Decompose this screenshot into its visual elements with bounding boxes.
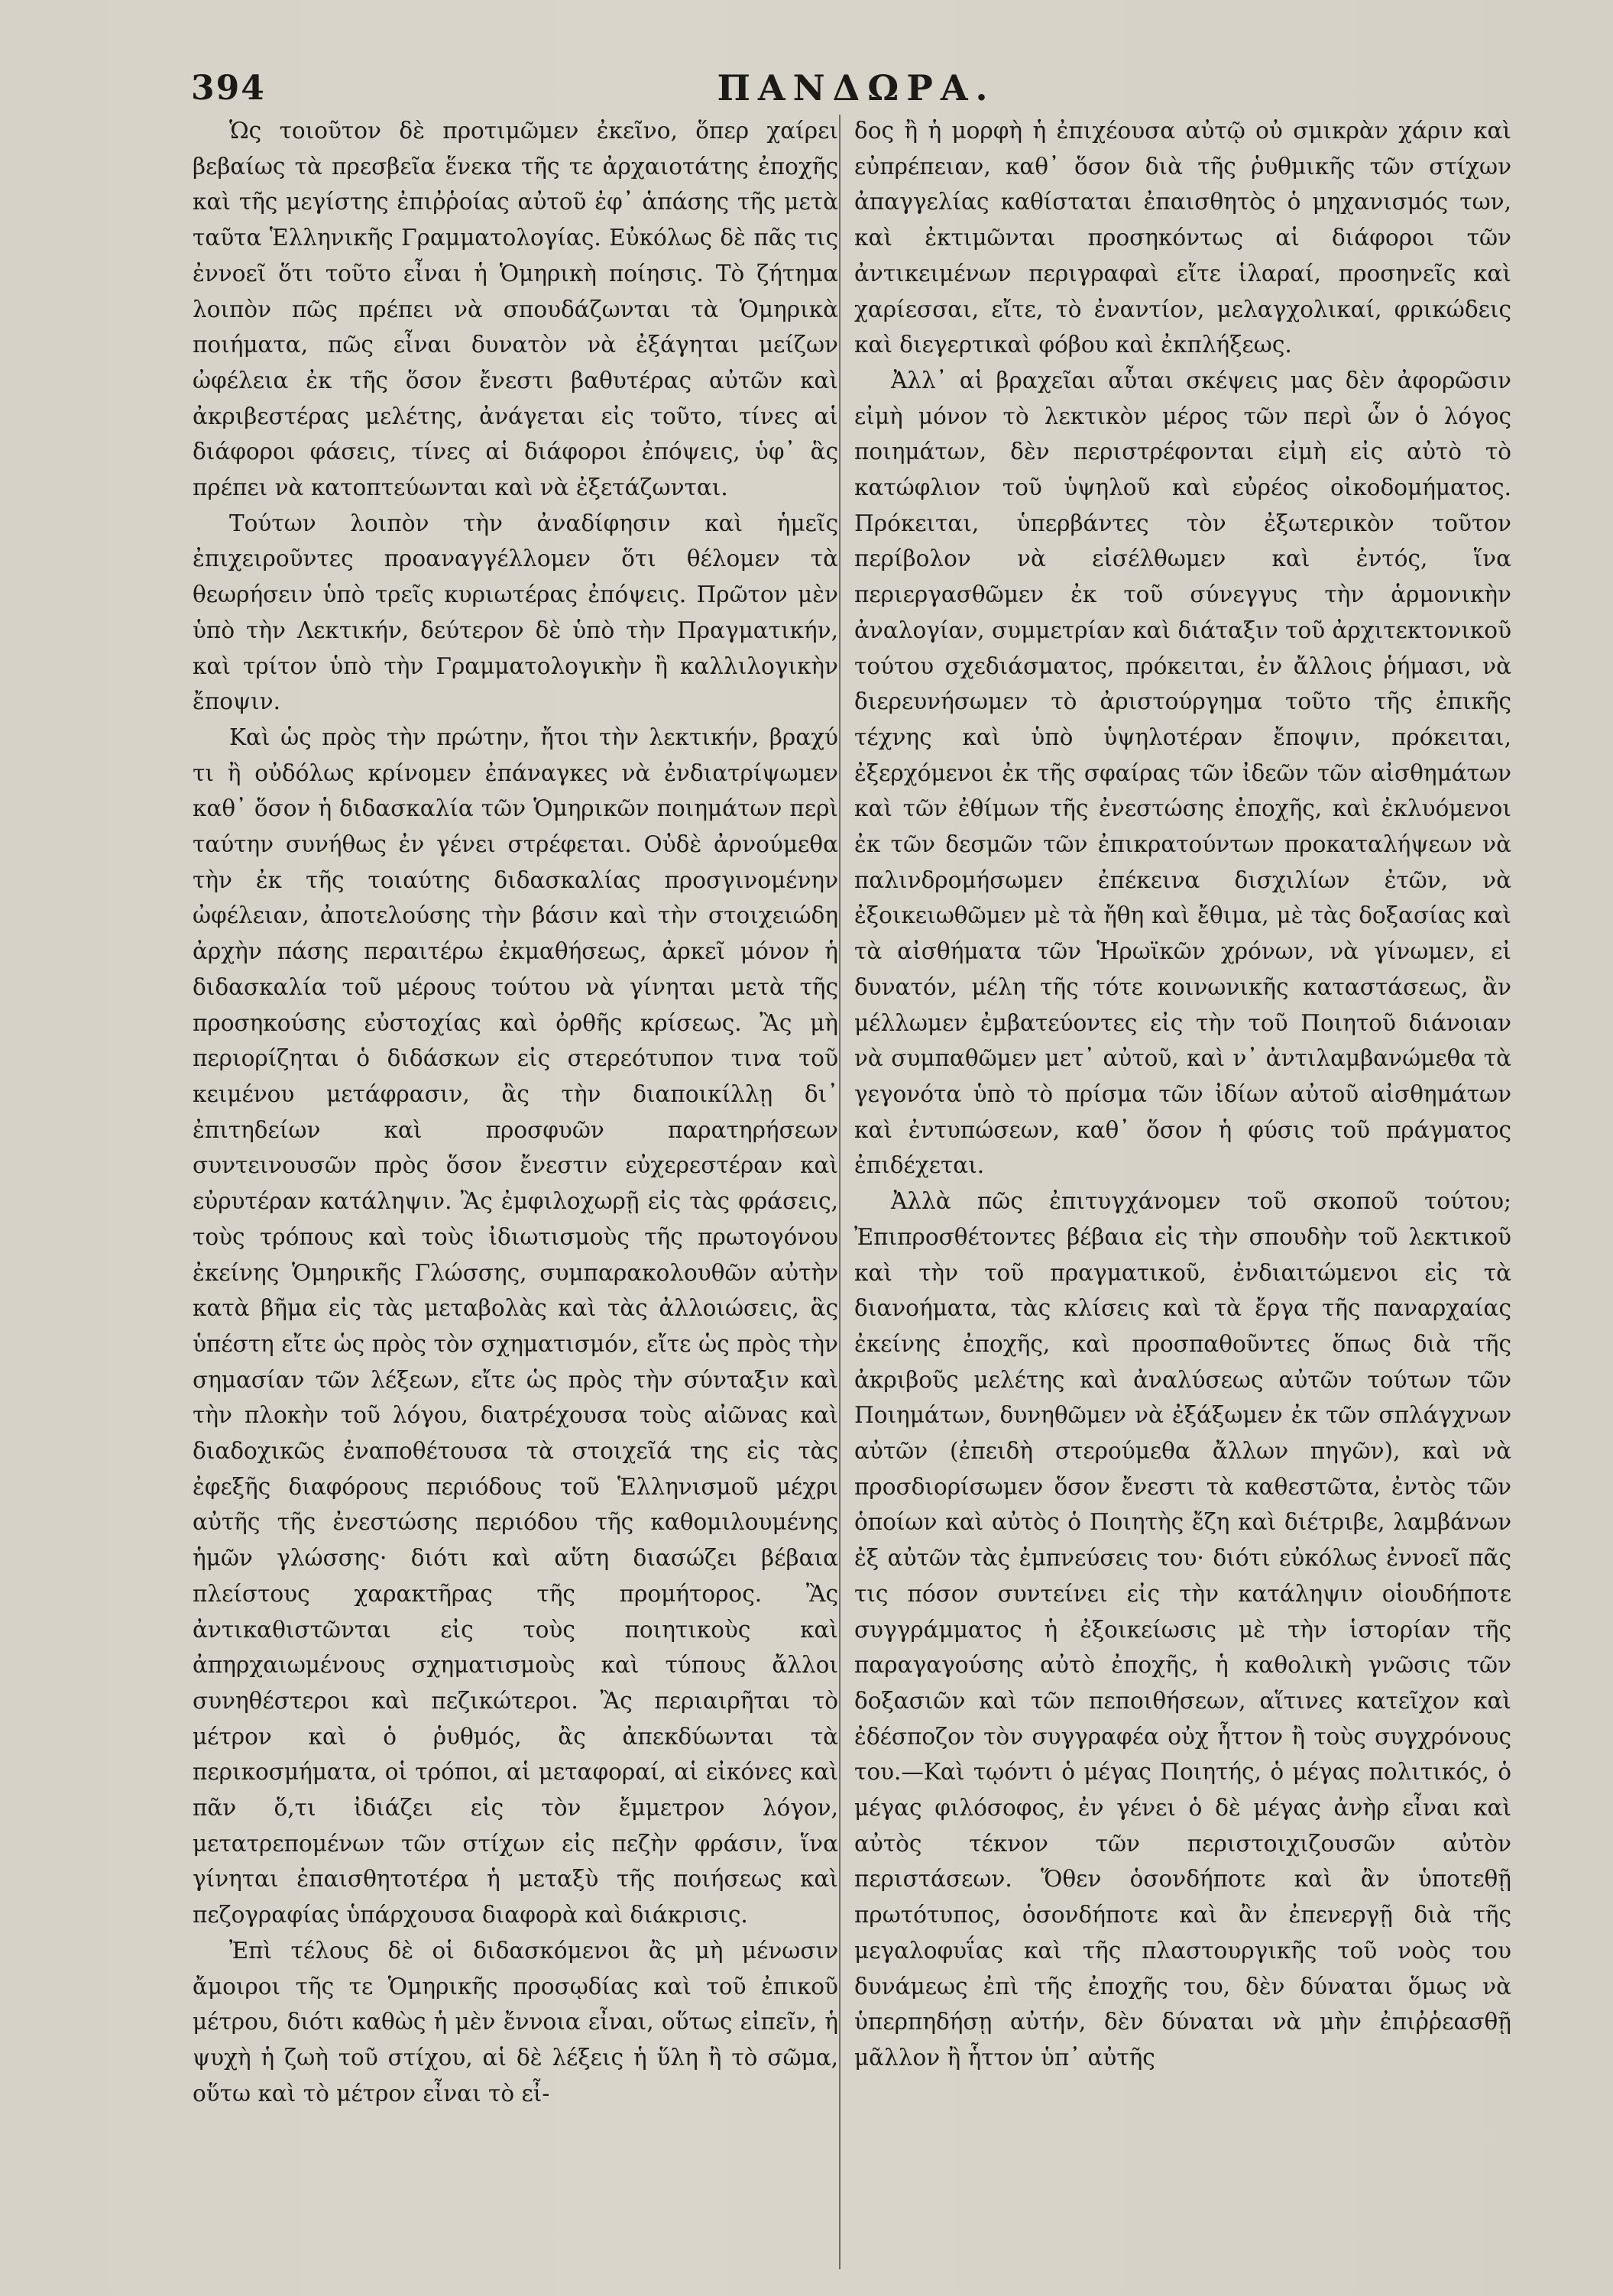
paragraph: Καὶ ὡς πρὸς τὴν πρώτην, ἤτοι τὴν λεκτικήν, βραχύ τι ἢ οὐδόλως κρίνομεν ἐπάναγκες νὰ ἐνδιατρίψωμεν καθ᾽ ὅσον ἡ διδασκαλία τῶν Ὁμηρικῶν ποιημάτων περὶ ταύτην συνήθως ἐν γένει στρέφεται. Οὐδὲ ἀρνούμεθα τὴν ἐκ τῆς τοιαύτης διδασκαλίας προσγινομένην ὠφέλειαν, ἀποτελούσης τὴν βάσιν καὶ τὴν στοιχειώδη ἀρχὴν πάσης περαιτέρω ἐκμαθήσεως, ἀρκεῖ μόνον ἡ διδασκαλία τοῦ μέρους τούτου νὰ γίνηται μετὰ τῆς προσηκούσης εὐστοχίας καὶ ὀρθῆς κρίσεως. Ἂς μὴ περιορίζηται ὁ διδάσκων εἰς στερεότυπον τινα τοῦ κειμένου μετάφρασιν, ἂς τὴν διαποικίλλῃ δι᾽ ἐπιτηδείων καὶ προσφυῶν παρατηρήσεων συντεινουσῶν πρὸς ὅσον ἔνεστιν εὐχερεστέραν καὶ εὐρυτέραν κατάληψιν. Ἂς ἐμφιλοχωρῇ εἰς τὰς φράσεις, τοὺς τρόπους καὶ τοὺς ἰδιωτισμοὺς τῆς πρωτογόνου ἐκείνης Ὁμηρικῆς Γλώσσης, συμπαρακολουθῶν αὐτὴν κατὰ βῆμα εἰς τὰς μεταβολὰς καὶ τὰς ἀλλοιώσεις, ἃς ὑπέστη εἴτε ὡς πρὸς τὸν σχηματισμόν, εἴτε ὡς πρὸς τὴν σημασίαν τῶν λέξεων, εἴτε ὡς πρὸς τὴν σύνταξιν καὶ τὴν πλοκὴν τοῦ λόγου, διατρέχουσα τοὺς αἰῶνας καὶ διαδοχικῶς ἐναποθέτουσα τὰ στοιχεῖά της εἰς τὰς ἐφεξῆς διαφόρους περιόδους τοῦ Ἑλληνισμοῦ μέχρι αὐτῆς τῆς ἐνεστώσης περιόδου τῆς καθομιλουμένης ἡμῶν γλώσσης· διότι καὶ αὕτη διασώζει βέβαια πλείστους χαρακτῆρας τῆς προμήτορος. Ἂς ἀντικαθιστῶνται εἰς τοὺς ποιητικοὺς καὶ ἀπηρχαιωμένους σχηματισμοὺς καὶ τύπους ἄλλοι συνηθέστεροι καὶ πεζικώτεροι. Ἂς περιαιρῆται τὸ μέτρον καὶ ὁ ῥυθμός, ἂς ἀπεκδύωνται τὰ περικοσμήματα, οἱ τρόποι, αἱ μεταφοραί, αἱ εἰκόνες καὶ πᾶν ὅ,τι ἰδιάζει εἰς τὸν ἔμμετρον λόγον, μετατρεπομένων τῶν στίχων εἰς πεζὴν φράσιν, ἵνα γίνηται ἐπαισθητοτέρα ἡ μεταξὺ τῆς ποιήσεως καὶ πεζογραφίας ὑπάρχουσα διαφορὰ καὶ διάκρισις. bbox=[193, 724, 838, 1928]
paragraph: Ὡς τοιοῦτον δὲ προτιμῶμεν ἐκεῖνο, ὅπερ χαίρει βεβαίως τὰ πρεσβεῖα ἕνεκα τῆς τε ἀρχαιοτάτης ἐποχῆς καὶ τῆς μεγίστης ἐπιῤῥοίας αὐτοῦ ἐφ᾽ ἁπάσης τῆς μετὰ ταῦτα Ἑλληνικῆς Γραμματολογίας. Εὐκόλως δὲ πᾶς τις ἐννοεῖ ὅτι τοῦτο εἶναι ἡ Ὁμηρικὴ ποίησις. Τὸ ζήτημα λοιπὸν πῶς πρέπει νὰ σπουδάζωνται τὰ Ὁμηρικὰ ποιήματα, πῶς εἶναι δυνατὸν νὰ ἐξάγηται μείζων ὠφέλεια ἐκ τῆς ὅσον ἔνεστι βαθυτέρας αὐτῶν καὶ ἀκριβεστέρας μελέτης, ἀνάγεται εἰς τοῦτο, τίνες αἱ διάφοροι φάσεις, τίνες αἱ διάφοροι ἐπόψεις, ὑφ᾽ ἃς πρέπει νὰ κατοπτεύωνται καὶ νὰ ἐξετάζωνται. bbox=[193, 118, 838, 501]
column-divider bbox=[839, 115, 841, 2269]
page-number: 394 bbox=[191, 69, 266, 108]
paragraph: Ἀλλ᾽ αἱ βραχεῖαι αὗται σκέψεις μας δὲν ἀφορῶσιν εἰμὴ μόνον τὸ λεκτικὸν μέρος τῶν περὶ ὧν ὁ λόγος ποιημάτων, δὲν περιστρέφονται εἰμὴ εἰς αὐτὸ τὸ κατώφλιον τοῦ ὑψηλοῦ καὶ εὐρέος οἰκοδομήματος. Πρόκειται, ὑπερβάντες τὸν ἐξωτερικὸν τοῦτον περίβολον νὰ εἰσέλθωμεν καὶ ἐντός, ἵνα περιεργασθῶμεν ἐκ τοῦ σύνεγγυς τὴν ἁρμονικὴν ἀναλογίαν, συμμετρίαν καὶ διάταξιν τοῦ ἀρχιτεκτονικοῦ τούτου σχεδιάσματος, πρόκειται, ἐν ἄλλοις ῥήμασι, νὰ διερευνήσωμεν τὸ ἀριστούργημα τοῦτο τῆς ἐπικῆς τέχνης καὶ ὑπὸ ὑψηλοτέραν ἔποψιν, πρόκειται, ἐξερχόμενοι ἐκ τῆς σφαίρας τῶν ἰδεῶν τῶν αἰσθημάτων καὶ τῶν ἐθίμων τῆς ἐνεστώσης ἐποχῆς, καὶ ἐκλυόμενοι ἐκ τῶν δεσμῶν τῶν ἐπικρατούντων προκαταλήψεων νὰ παλινδρομήσωμεν ἐπέκεινα δισχιλίων ἐτῶν, νὰ ἐξοικειωθῶμεν μὲ τὰ ἤθη καὶ ἔθιμα, μὲ τὰς δοξασίας καὶ τὰ αἰσθήματα τῶν Ἡρωϊκῶν χρόνων, νὰ γίνωμεν, εἰ δυνατόν, μέλη τῆς τότε κοινωνικῆς καταστάσεως, ἂν μέλλωμεν ἐμβατεύοντες εἰς τὴν τοῦ Ποιητοῦ διάνοιαν νὰ συμπαθῶμεν μετ᾽ αὐτοῦ, καὶ ν᾽ ἀντιλαμβανώμεθα τὰ γεγονότα ὑπὸ τὸ πρίσμα τῶν ἰδίων αὐτοῦ αἰσθημάτων καὶ ἐντυπώσεων, καθ᾽ ὅσον ἡ φύσις τοῦ πράγματος ἐπιδέχεται. bbox=[854, 367, 1511, 1179]
paragraph: δος ἢ ἡ μορφὴ ἡ ἐπιχέουσα αὐτῷ οὐ σμικρὰν χάριν καὶ εὐπρέπειαν, καθ᾽ ὅσον διὰ τῆς ῥυθμικῆς τῶν στίχων ἀπαγγελίας καθίσταται ἐπαισθητὸς ὁ μηχανισμός των, καὶ ἐκτιμῶνται προσηκόντως αἱ διάφοροι τῶν ἀντικειμένων περιγραφαὶ εἴτε ἱλαραί, προσηνεῖς καὶ χαρίεσσαι, εἴτε, τὸ ἐναντίον, μελαγχολικαί, φρικώδεις καὶ διεγερτικαὶ φόβου καὶ ἐκπλήξεως. bbox=[854, 118, 1511, 358]
running-title: ΠΑΝΔΩΡΑ. bbox=[717, 67, 996, 108]
paragraph: Ἀλλὰ πῶς ἐπιτυγχάνομεν τοῦ σκοποῦ τούτου; Ἐπιπροσθέτοντες βέβαια εἰς τὴν σπουδὴν τοῦ λεκτικοῦ καὶ τὴν τοῦ πραγματικοῦ, ἐνδιαιτώμενοι εἰς τὰ διανοήματα, τὰς κλίσεις καὶ τὰ ἔργα τῆς παναρχαίας ἐκείνης ἐποχῆς, καὶ προσπαθοῦντες ὅπως διὰ τῆς ἀκριβοῦς μελέτης καὶ ἀναλύσεως αὐτῶν τούτων τῶν Ποιημάτων, δυνηθῶμεν νὰ ἐξάξωμεν ἐκ τῶν σπλάγχνων αὐτῶν (ἐπειδὴ στερούμεθα ἄλλων πηγῶν), καὶ νὰ προσδιορίσωμεν ὅσον ἔνεστι τὰ καθεστῶτα, ἐντὸς τῶν ὁποίων καὶ αὐτὸς ὁ Ποιητὴς ἔζη καὶ διέτριβε, λαμβάνων ἐξ αὐτῶν τὰς ἐμπνεύσεις του· διότι εὐκόλως ἐννοεῖ πᾶς τις πόσον συντείνει εἰς τὴν κατάληψιν οἱουδήποτε συγγράμματος ἡ ἐξοικείωσις μὲ τὴν ἱστορίαν τῆς παραγαγούσης αὐτὸ ἐποχῆς, ἡ καθολικὴ γνῶσις τῶν δοξασιῶν καὶ τῶν πεποιθήσεων, αἵτινες κατεῖχον καὶ ἐδέσποζον τὸν συγγραφέα οὐχ ἧττον ἢ τοὺς συγχρόνους του.—Καὶ τῳόντι ὁ μέγας Ποιητής, ὁ μέγας πολιτικός, ὁ μέγας φιλόσοφος, ἐν γένει ὁ δὲ μέγας ἀνὴρ εἶναι καὶ αὐτὸς τέκνον τῶν περιστοιχιζουσῶν αὐτὸν περιστάσεων. Ὅθεν ὁσονδήποτε καὶ ἂν ὑποτεθῇ πρωτότυπος, ὁσονδήποτε καὶ ἂν ἐπενεργῇ διὰ τῆς μεγαλοφυΐας καὶ τῆς πλαστουργικῆς τοῦ νοὸς του δυνάμεως ἐπὶ τῆς ἐποχῆς του, δὲν δύναται ὅμως νὰ ὑπερπηδήσῃ αὐτήν, δὲν δύναται νὰ μὴν ἐπιῤῥεασθῇ μᾶλλον ἢ ἧττον ὑπ᾽ αὐτῆς bbox=[854, 1188, 1511, 2071]
paragraph: Τούτων λοιπὸν τὴν ἀναδίφησιν καὶ ἡμεῖς ἐπιχειροῦντες προαναγγέλλομεν ὅτι θέλομεν τὰ θεωρήσειν ὑπὸ τρεῖς κυριωτέρας ἐπόψεις. Πρῶτον μὲν ὑπὸ τὴν Λεκτικήν, δεύτερον δὲ ὑπὸ τὴν Πραγματικήν, καὶ τρίτον ὑπὸ τὴν Γραμματολογικὴν ἢ καλλιλογικὴν ἔποψιν. bbox=[193, 510, 838, 715]
paragraph: Ἐπὶ τέλους δὲ οἱ διδασκόμενοι ἂς μὴ μένωσιν ἄμοιροι τῆς τε Ὁμηρικῆς προσῳδίας καὶ τοῦ ἐπικοῦ μέτρου, διότι καθὼς ἡ μὲν ἔννοια εἶναι, οὕτως εἰπεῖν, ἡ ψυχὴ ἡ ζωὴ τοῦ στίχου, αἱ δὲ λέξεις ἡ ὕλη ἢ τὸ σῶμα, οὕτω καὶ τὸ μέτρον εἶναι τὸ εἶ- bbox=[193, 1937, 838, 2107]
right-column bbox=[854, 113, 1511, 2076]
left-column bbox=[193, 113, 838, 2111]
